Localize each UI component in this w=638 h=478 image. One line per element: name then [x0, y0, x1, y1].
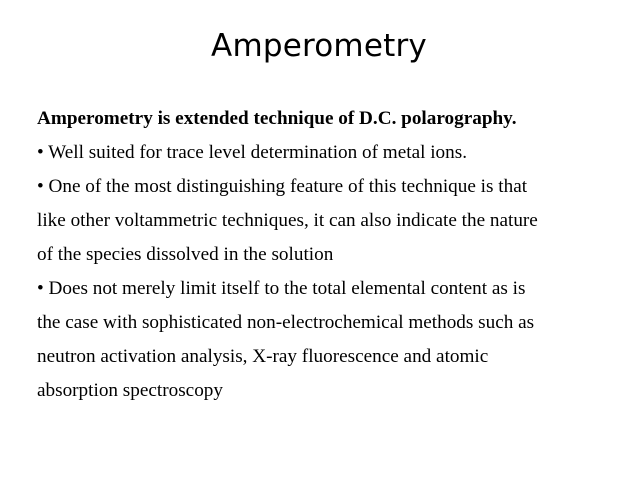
- slide-body: [37, 102, 612, 408]
- bullet-distinguishing-feature-cont-1: like other voltammetric techniques, it can also indicate the nature: [37, 210, 538, 231]
- intro-line: Amperometry is extended technique of D.C. polarography.: [37, 108, 517, 129]
- bullet-distinguishing-feature: • One of the most distinguishing feature of this technique is that: [37, 176, 528, 197]
- bullet-elemental-content-cont-3: absorption spectroscopy: [37, 380, 223, 401]
- bullet-distinguishing-feature-cont-2: of the species dissolved in the solution: [37, 244, 334, 265]
- bullet-elemental-content: • Does not merely limit itself to the total elemental content as is: [37, 278, 526, 299]
- slide-title: Amperometry: [211, 28, 427, 64]
- bullet-elemental-content-cont-1: the case with sophisticated non-electrochemical methods such as: [37, 312, 535, 333]
- bullet-elemental-content-cont-2: neutron activation analysis, X-ray fluorescence and atomic: [37, 346, 489, 367]
- bullet-trace-level: • Well suited for trace level determination of metal ions.: [37, 142, 468, 163]
